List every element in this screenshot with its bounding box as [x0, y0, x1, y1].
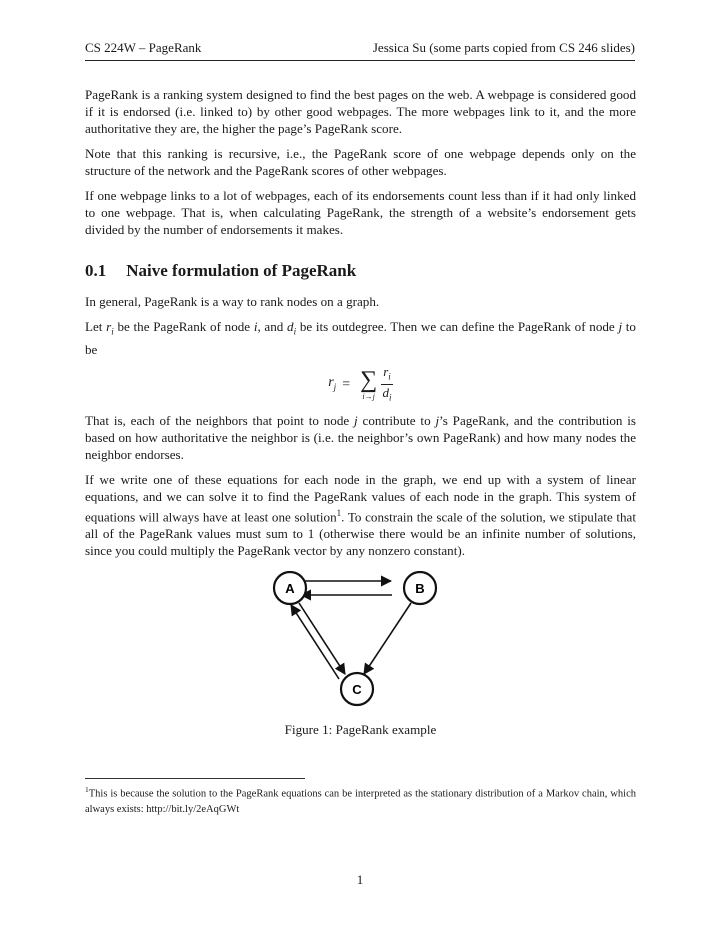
- text-run: . To constrain the scale of the solution, we stipulate that all of the PageRank values must sum to 1 (otherwise there would be an infinite number of solutions, since you could multiply the PageRank vector by any nonzero constant).: [85, 508, 637, 558]
- pagerank-equation: [85, 362, 636, 408]
- section-heading: [85, 262, 636, 279]
- footnote-text: This is because the solution to the PageRank equations can be interpreted as the stationary distribution of a Markov chain, which always exists: http://bit.ly/2eAqGWt: [85, 788, 636, 815]
- math-symbol: r: [106, 319, 112, 334]
- text-run: be its outdegree. Then we can define the PageRank of node: [296, 319, 619, 334]
- text-run: If we write one of these equations for each node in the graph, we end up with a system of linear equations, and we can solve it to find the PageRank values of each node in the graph. This system of equations will always have at least one solution: [85, 471, 636, 524]
- pagerank-graph: [271, 571, 451, 711]
- math-j: j: [618, 319, 623, 334]
- main-content: [85, 86, 636, 738]
- page-number: 1: [356, 872, 364, 887]
- edge-a-to-c: [299, 603, 345, 674]
- math-d: [287, 319, 297, 337]
- footnote-divider: [85, 778, 305, 779]
- eq-lhs-symbol: r: [328, 374, 334, 390]
- eq-lhs: [328, 374, 336, 396]
- body-paragraph-2: [85, 318, 636, 358]
- eq-sum-subscript: i→j: [362, 392, 375, 402]
- eq-den-symbol: d: [382, 385, 389, 401]
- body-paragraph-4: [85, 471, 636, 559]
- header-course-title: CS 224W – PageRank: [85, 40, 202, 55]
- eq-fraction: [381, 364, 393, 406]
- math-symbol: d: [287, 319, 294, 334]
- footnote-reference[interactable]: 1: [336, 507, 342, 518]
- body-paragraph-3: [85, 412, 636, 463]
- eq-num-subscript: i: [388, 371, 391, 382]
- eq-sigma: ∑: [360, 367, 378, 394]
- node-a-label: A: [284, 580, 295, 596]
- math-r: [106, 319, 114, 337]
- intro-paragraph-3: If one webpage links to a lot of webpages, each of its endorsements count less than if it had only linked to one webpage. That is, when calculating PageRank, the strength of a website’s endorsement gets divided by the number of endorsements it makes.: [85, 188, 636, 237]
- math-j: j: [435, 412, 440, 428]
- figure-caption: Figure 1: PageRank example: [284, 721, 437, 737]
- math-subscript: i: [293, 326, 297, 337]
- math-j: j: [354, 412, 358, 428]
- edge-b-to-c: [364, 603, 411, 674]
- section-number: 0.1: [85, 261, 107, 280]
- section-title: Naive formulation of PageRank: [126, 261, 357, 280]
- eq-summation: [360, 368, 377, 401]
- eq-den-subscript: i: [388, 392, 392, 403]
- math-subscript: i: [111, 326, 114, 337]
- text-run: be the PageRank of node: [113, 319, 254, 334]
- text-run: , and: [257, 319, 288, 334]
- eq-denominator: [382, 385, 391, 406]
- text-run: contribute to: [357, 412, 436, 428]
- header-author: Jessica Su (some parts copied from CS 246 slides): [372, 40, 635, 55]
- footnote: [85, 782, 636, 817]
- edge-c-to-a: [291, 605, 339, 679]
- intro-paragraph-2: Note that this ranking is recursive, i.e., the PageRank score of one webpage depends only on the structure of the network and the PageRank scores of other webpages.: [85, 146, 636, 178]
- text-run: ’s PageRank, and the contribution is based on how authoritative the neighbor is (i.e. the neighbor’s own PageRank) and how many nodes the neighbor endorses.: [85, 412, 637, 462]
- text-run: Let: [85, 319, 107, 334]
- body-paragraph-1: In general, PageRank is a way to rank nodes on a graph.: [85, 294, 380, 309]
- text-run: to be: [85, 319, 636, 357]
- intro-paragraph-1: PageRank is a ranking system designed to find the best pages on the web. A webpage is considered good if it is endorsed (i.e. linked to) by other good webpages. The more webpages link to it, and the more authoritative they are, the higher the page’s PageRank score.: [85, 87, 636, 136]
- eq-num-symbol: r: [383, 363, 389, 379]
- running-header: [85, 40, 635, 61]
- node-b-label: B: [414, 580, 425, 596]
- text-run: That is, each of the neighbors that point to node: [85, 412, 355, 428]
- node-c-label: C: [351, 681, 362, 697]
- footnote-mark: 1: [85, 785, 89, 794]
- pagerank-figure: [85, 571, 636, 711]
- eq-numerator: [381, 364, 393, 386]
- eq-equals: =: [342, 377, 351, 393]
- eq-lhs-subscript: j: [333, 381, 337, 392]
- math-i: i: [253, 319, 258, 334]
